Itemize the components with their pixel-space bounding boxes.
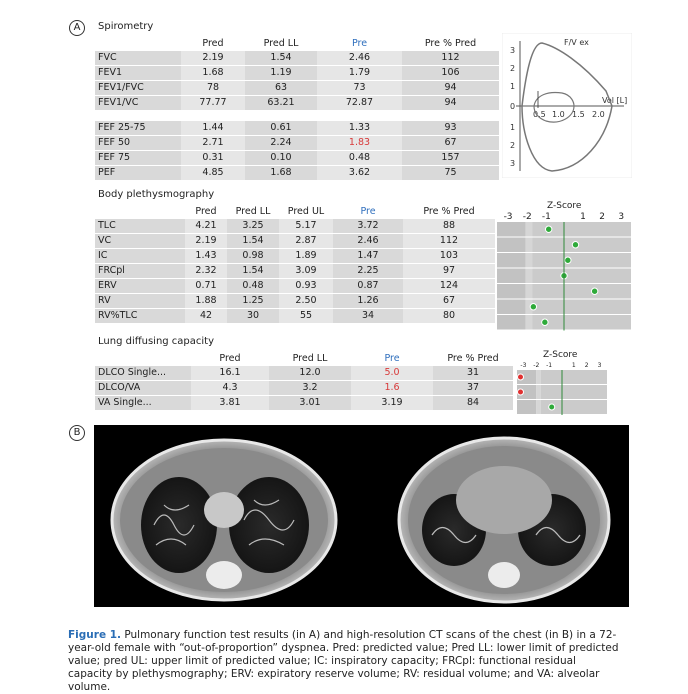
zscore-point bbox=[542, 319, 548, 325]
zscore-rows bbox=[517, 370, 607, 415]
cell: 3.01 bbox=[269, 396, 351, 411]
zscore-band bbox=[536, 370, 541, 384]
ct-scan-left bbox=[112, 440, 336, 600]
cell: 1.43 bbox=[185, 249, 227, 264]
table-row bbox=[95, 81, 499, 96]
cell: 3.62 bbox=[317, 166, 402, 181]
cell: 67 bbox=[403, 294, 495, 309]
col-header-pred-ul: Pred UL bbox=[287, 206, 325, 217]
zscore-tick: 2 bbox=[599, 212, 606, 222]
spirometry-flow-table bbox=[95, 121, 499, 181]
col-header-pred-ll: Pred LL bbox=[235, 206, 271, 217]
col-header-pred-ll: Pred LL bbox=[292, 353, 328, 364]
table-row bbox=[95, 151, 499, 166]
cell: 1.25 bbox=[227, 294, 279, 309]
x-tick: 1.0 bbox=[552, 110, 565, 119]
cell: 1.54 bbox=[227, 264, 279, 279]
cell: 0.48 bbox=[227, 279, 279, 294]
table-row bbox=[95, 249, 495, 264]
table-row bbox=[95, 309, 495, 324]
body-pleth-zscore-chart bbox=[495, 199, 633, 331]
cell: 1.26 bbox=[333, 294, 403, 309]
zscore-band bbox=[536, 400, 541, 414]
col-header-pre: Pre bbox=[351, 38, 368, 49]
row-label: FEV1/VC bbox=[95, 96, 181, 111]
zscore-tick: -2 bbox=[522, 212, 532, 222]
zscore-band bbox=[497, 269, 526, 284]
cell: 112 bbox=[402, 51, 499, 66]
zscore-ticks bbox=[504, 212, 625, 222]
zscore-band bbox=[533, 284, 631, 299]
cell: 3.81 bbox=[191, 396, 269, 411]
zscore-title: Z-Score bbox=[543, 350, 578, 360]
table-row bbox=[95, 96, 499, 111]
zscore-band bbox=[526, 284, 533, 299]
diffusing-title: Lung diffusing capacity bbox=[98, 336, 215, 347]
col-header-pred-ll: Pred LL bbox=[263, 38, 299, 49]
body-pleth-table bbox=[95, 205, 495, 324]
zscore-band bbox=[533, 253, 631, 268]
cell-low: 1.6 bbox=[351, 381, 433, 396]
cell: 1.33 bbox=[317, 121, 402, 136]
row-label: FEV1/FVC bbox=[95, 81, 181, 96]
table-row bbox=[95, 381, 513, 396]
flow-volume-title: F/V ex bbox=[564, 38, 589, 47]
zscore-tick: -1 bbox=[541, 212, 551, 222]
ct-scans bbox=[94, 425, 629, 607]
table-row bbox=[95, 66, 499, 81]
table-row bbox=[95, 121, 499, 136]
table-row bbox=[95, 396, 513, 411]
row-label: FEV1 bbox=[95, 66, 181, 81]
cell: 94 bbox=[402, 96, 499, 111]
cell: 97 bbox=[403, 264, 495, 279]
zscore-point bbox=[518, 389, 524, 395]
cell: 103 bbox=[403, 249, 495, 264]
flow-volume-plot bbox=[502, 33, 632, 178]
cell: 3.09 bbox=[279, 264, 333, 279]
col-header-pred: Pred bbox=[202, 38, 224, 49]
cell: 55 bbox=[279, 309, 333, 324]
cell: 0.31 bbox=[181, 151, 245, 166]
cell: 37 bbox=[433, 381, 513, 396]
zscore-point bbox=[565, 257, 571, 263]
cell: 78 bbox=[181, 81, 245, 96]
panel-a-label: A bbox=[69, 20, 85, 36]
cell: 4.85 bbox=[181, 166, 245, 181]
cell: 73 bbox=[317, 81, 402, 96]
zscore-band bbox=[526, 222, 533, 237]
col-header-pred: Pred bbox=[219, 353, 241, 364]
zscore-rows bbox=[497, 222, 631, 331]
cell: 30 bbox=[227, 309, 279, 324]
cell: 2.19 bbox=[181, 51, 245, 66]
row-label: VA Single... bbox=[95, 396, 191, 411]
cell: 0.98 bbox=[227, 249, 279, 264]
cell: 1.19 bbox=[245, 66, 317, 81]
zscore-point bbox=[591, 288, 597, 294]
cell: 42 bbox=[185, 309, 227, 324]
body-pleth-title: Body plethysmography bbox=[98, 189, 215, 200]
cell: 2.71 bbox=[181, 136, 245, 151]
zscore-tick: 2 bbox=[584, 362, 589, 369]
zscore-band bbox=[497, 284, 526, 299]
panel-b-label: B bbox=[69, 425, 85, 441]
zscore-band bbox=[533, 238, 631, 253]
col-header-pre: Pre bbox=[360, 206, 376, 217]
zscore-ticks bbox=[520, 362, 601, 369]
zscore-tick: -3 bbox=[520, 362, 527, 369]
row-label: VC bbox=[95, 234, 185, 249]
cell: 77.77 bbox=[181, 96, 245, 111]
y-ticks bbox=[510, 46, 515, 168]
zscore-point bbox=[549, 404, 555, 410]
zscore-point bbox=[572, 242, 578, 248]
table-row bbox=[95, 166, 499, 181]
cell: 0.10 bbox=[245, 151, 317, 166]
col-header bbox=[95, 352, 191, 366]
cell: 5.17 bbox=[279, 219, 333, 234]
cell: 1.47 bbox=[333, 249, 403, 264]
y-tick: 2 bbox=[510, 64, 516, 73]
zscore-band bbox=[526, 315, 533, 330]
cell: 0.93 bbox=[279, 279, 333, 294]
col-header-pre-pct: Pre % Pred bbox=[424, 38, 477, 49]
table-row bbox=[95, 294, 495, 309]
cell: 1.68 bbox=[245, 166, 317, 181]
cell: 112 bbox=[403, 234, 495, 249]
table-row bbox=[95, 234, 495, 249]
cell: 0.48 bbox=[317, 151, 402, 166]
zscore-band bbox=[497, 222, 526, 237]
row-label: RV bbox=[95, 294, 185, 309]
cell: 4.3 bbox=[191, 381, 269, 396]
zscore-point bbox=[545, 226, 551, 232]
diffusing-table bbox=[95, 352, 513, 411]
cell: 2.50 bbox=[279, 294, 333, 309]
zscore-tick: 1 bbox=[571, 362, 576, 369]
table-row bbox=[95, 366, 513, 381]
col-header-pre: Pre bbox=[384, 353, 400, 364]
x-tick: 2.0 bbox=[592, 110, 605, 119]
cell: 3.25 bbox=[227, 219, 279, 234]
cell: 1.79 bbox=[317, 66, 402, 81]
zscore-band bbox=[541, 385, 607, 399]
zscore-band bbox=[517, 400, 536, 414]
cell: 88 bbox=[403, 219, 495, 234]
x-axis-label: Vol [L] bbox=[602, 96, 628, 105]
table-row bbox=[95, 136, 499, 151]
cell: 94 bbox=[402, 81, 499, 96]
row-label: FEF 75 bbox=[95, 151, 181, 166]
cell: 2.19 bbox=[185, 234, 227, 249]
zscore-band bbox=[526, 269, 533, 284]
col-header-pre-pct: Pre % Pred bbox=[423, 206, 475, 217]
col-header bbox=[95, 37, 181, 51]
y-tick: 3 bbox=[510, 46, 516, 55]
cell: 3.2 bbox=[269, 381, 351, 396]
cell: 0.71 bbox=[185, 279, 227, 294]
zscore-band bbox=[533, 269, 631, 284]
cell: 31 bbox=[433, 366, 513, 381]
cell: 0.61 bbox=[245, 121, 317, 136]
cell: 1.44 bbox=[181, 121, 245, 136]
cell: 2.24 bbox=[245, 136, 317, 151]
cell: 2.87 bbox=[279, 234, 333, 249]
spirometry-header-row bbox=[95, 37, 499, 51]
spirometry-table bbox=[95, 37, 499, 111]
row-label: FVC bbox=[95, 51, 181, 66]
row-label: IC bbox=[95, 249, 185, 264]
y-tick: 2 bbox=[510, 141, 516, 150]
cell: 1.54 bbox=[245, 51, 317, 66]
zscore-tick: 3 bbox=[618, 212, 625, 222]
cell: 12.0 bbox=[269, 366, 351, 381]
cell: 157 bbox=[402, 151, 499, 166]
row-label: FEF 50 bbox=[95, 136, 181, 151]
ct-image-panel bbox=[94, 425, 629, 607]
x-tick: 1.5 bbox=[572, 110, 585, 119]
zscore-band bbox=[497, 315, 526, 330]
table-row bbox=[95, 219, 495, 234]
cell: 4.21 bbox=[185, 219, 227, 234]
row-label: FEF 25-75 bbox=[95, 121, 181, 136]
table-row bbox=[95, 279, 495, 294]
zscore-band bbox=[526, 253, 533, 268]
cell: 1.54 bbox=[227, 234, 279, 249]
caption-text: Pulmonary function test results (in A) and high-resolution CT scans of the chest (in B) in a 72-year-old female with “out-of-proportion” dyspnea. Pred: predicted value; Pred LL: lower limit of predicted value; pred UL: upper limit of predicted value; IC: inspiratory capacity; FRCpl: functional residual capacity by plethysmography; ERV: expiratory reserve volume; RV: residual volume; and VA: alveolar volume. bbox=[68, 629, 619, 693]
table-row bbox=[95, 51, 499, 66]
row-label: TLC bbox=[95, 219, 185, 234]
zscore-point bbox=[530, 304, 536, 310]
zscore-band bbox=[497, 238, 526, 253]
zscore-band bbox=[541, 370, 607, 384]
table-row bbox=[95, 264, 495, 279]
zscore-tick: -1 bbox=[546, 362, 553, 369]
cell: 16.1 bbox=[191, 366, 269, 381]
row-label: DLCO/VA bbox=[95, 381, 191, 396]
cell: 2.32 bbox=[185, 264, 227, 279]
zscore-tick: 1 bbox=[580, 212, 586, 222]
spirometry-title: Spirometry bbox=[98, 21, 154, 32]
cell: 93 bbox=[402, 121, 499, 136]
zscore-tick: -3 bbox=[503, 212, 513, 222]
cell: 2.46 bbox=[317, 51, 402, 66]
cell: 1.89 bbox=[279, 249, 333, 264]
cell: 3.19 bbox=[351, 396, 433, 411]
col-header-pre-pct: Pre % Pred bbox=[447, 353, 499, 364]
cell: 1.88 bbox=[185, 294, 227, 309]
y-tick: 1 bbox=[510, 123, 516, 132]
y-tick: 3 bbox=[510, 159, 516, 168]
row-label: RV%TLC bbox=[95, 309, 185, 324]
cell: 34 bbox=[333, 309, 403, 324]
diffusing-zscore-chart bbox=[515, 348, 611, 416]
zscore-title: Z-Score bbox=[547, 201, 582, 211]
cell: 67 bbox=[402, 136, 499, 151]
cell: 3.72 bbox=[333, 219, 403, 234]
zscore-band bbox=[526, 238, 533, 253]
ct-scan-right bbox=[399, 438, 609, 602]
cell: 84 bbox=[433, 396, 513, 411]
zscore-band bbox=[536, 385, 541, 399]
cell: 106 bbox=[402, 66, 499, 81]
zscore-band bbox=[497, 300, 526, 315]
cell: 0.87 bbox=[333, 279, 403, 294]
col-header-pred: Pred bbox=[195, 206, 217, 217]
zscore-point bbox=[518, 374, 524, 380]
cell: 124 bbox=[403, 279, 495, 294]
cell: 63.21 bbox=[245, 96, 317, 111]
cell: 72.87 bbox=[317, 96, 402, 111]
y-tick: 1 bbox=[510, 82, 516, 91]
cell: 1.68 bbox=[181, 66, 245, 81]
row-label: PEF bbox=[95, 166, 181, 181]
cell: 2.46 bbox=[333, 234, 403, 249]
col-header bbox=[95, 205, 185, 219]
caption-figure-label: Figure 1. bbox=[68, 629, 122, 641]
zscore-tick: -2 bbox=[533, 362, 540, 369]
cell: 80 bbox=[403, 309, 495, 324]
zscore-band bbox=[533, 300, 631, 315]
row-label: DLCO Single... bbox=[95, 366, 191, 381]
body-pleth-header-row bbox=[95, 205, 495, 219]
y-tick: 0 bbox=[510, 102, 516, 111]
x-tick: 0.5 bbox=[533, 110, 546, 119]
zscore-band bbox=[497, 253, 526, 268]
row-label: ERV bbox=[95, 279, 185, 294]
row-label: FRCpl bbox=[95, 264, 185, 279]
cell-low: 1.83 bbox=[317, 136, 402, 151]
diffusing-header-row bbox=[95, 352, 513, 366]
cell-low: 5.0 bbox=[351, 366, 433, 381]
cell: 75 bbox=[402, 166, 499, 181]
cell: 63 bbox=[245, 81, 317, 96]
zscore-tick: 3 bbox=[597, 362, 602, 369]
figure-caption bbox=[68, 629, 620, 694]
cell: 2.25 bbox=[333, 264, 403, 279]
